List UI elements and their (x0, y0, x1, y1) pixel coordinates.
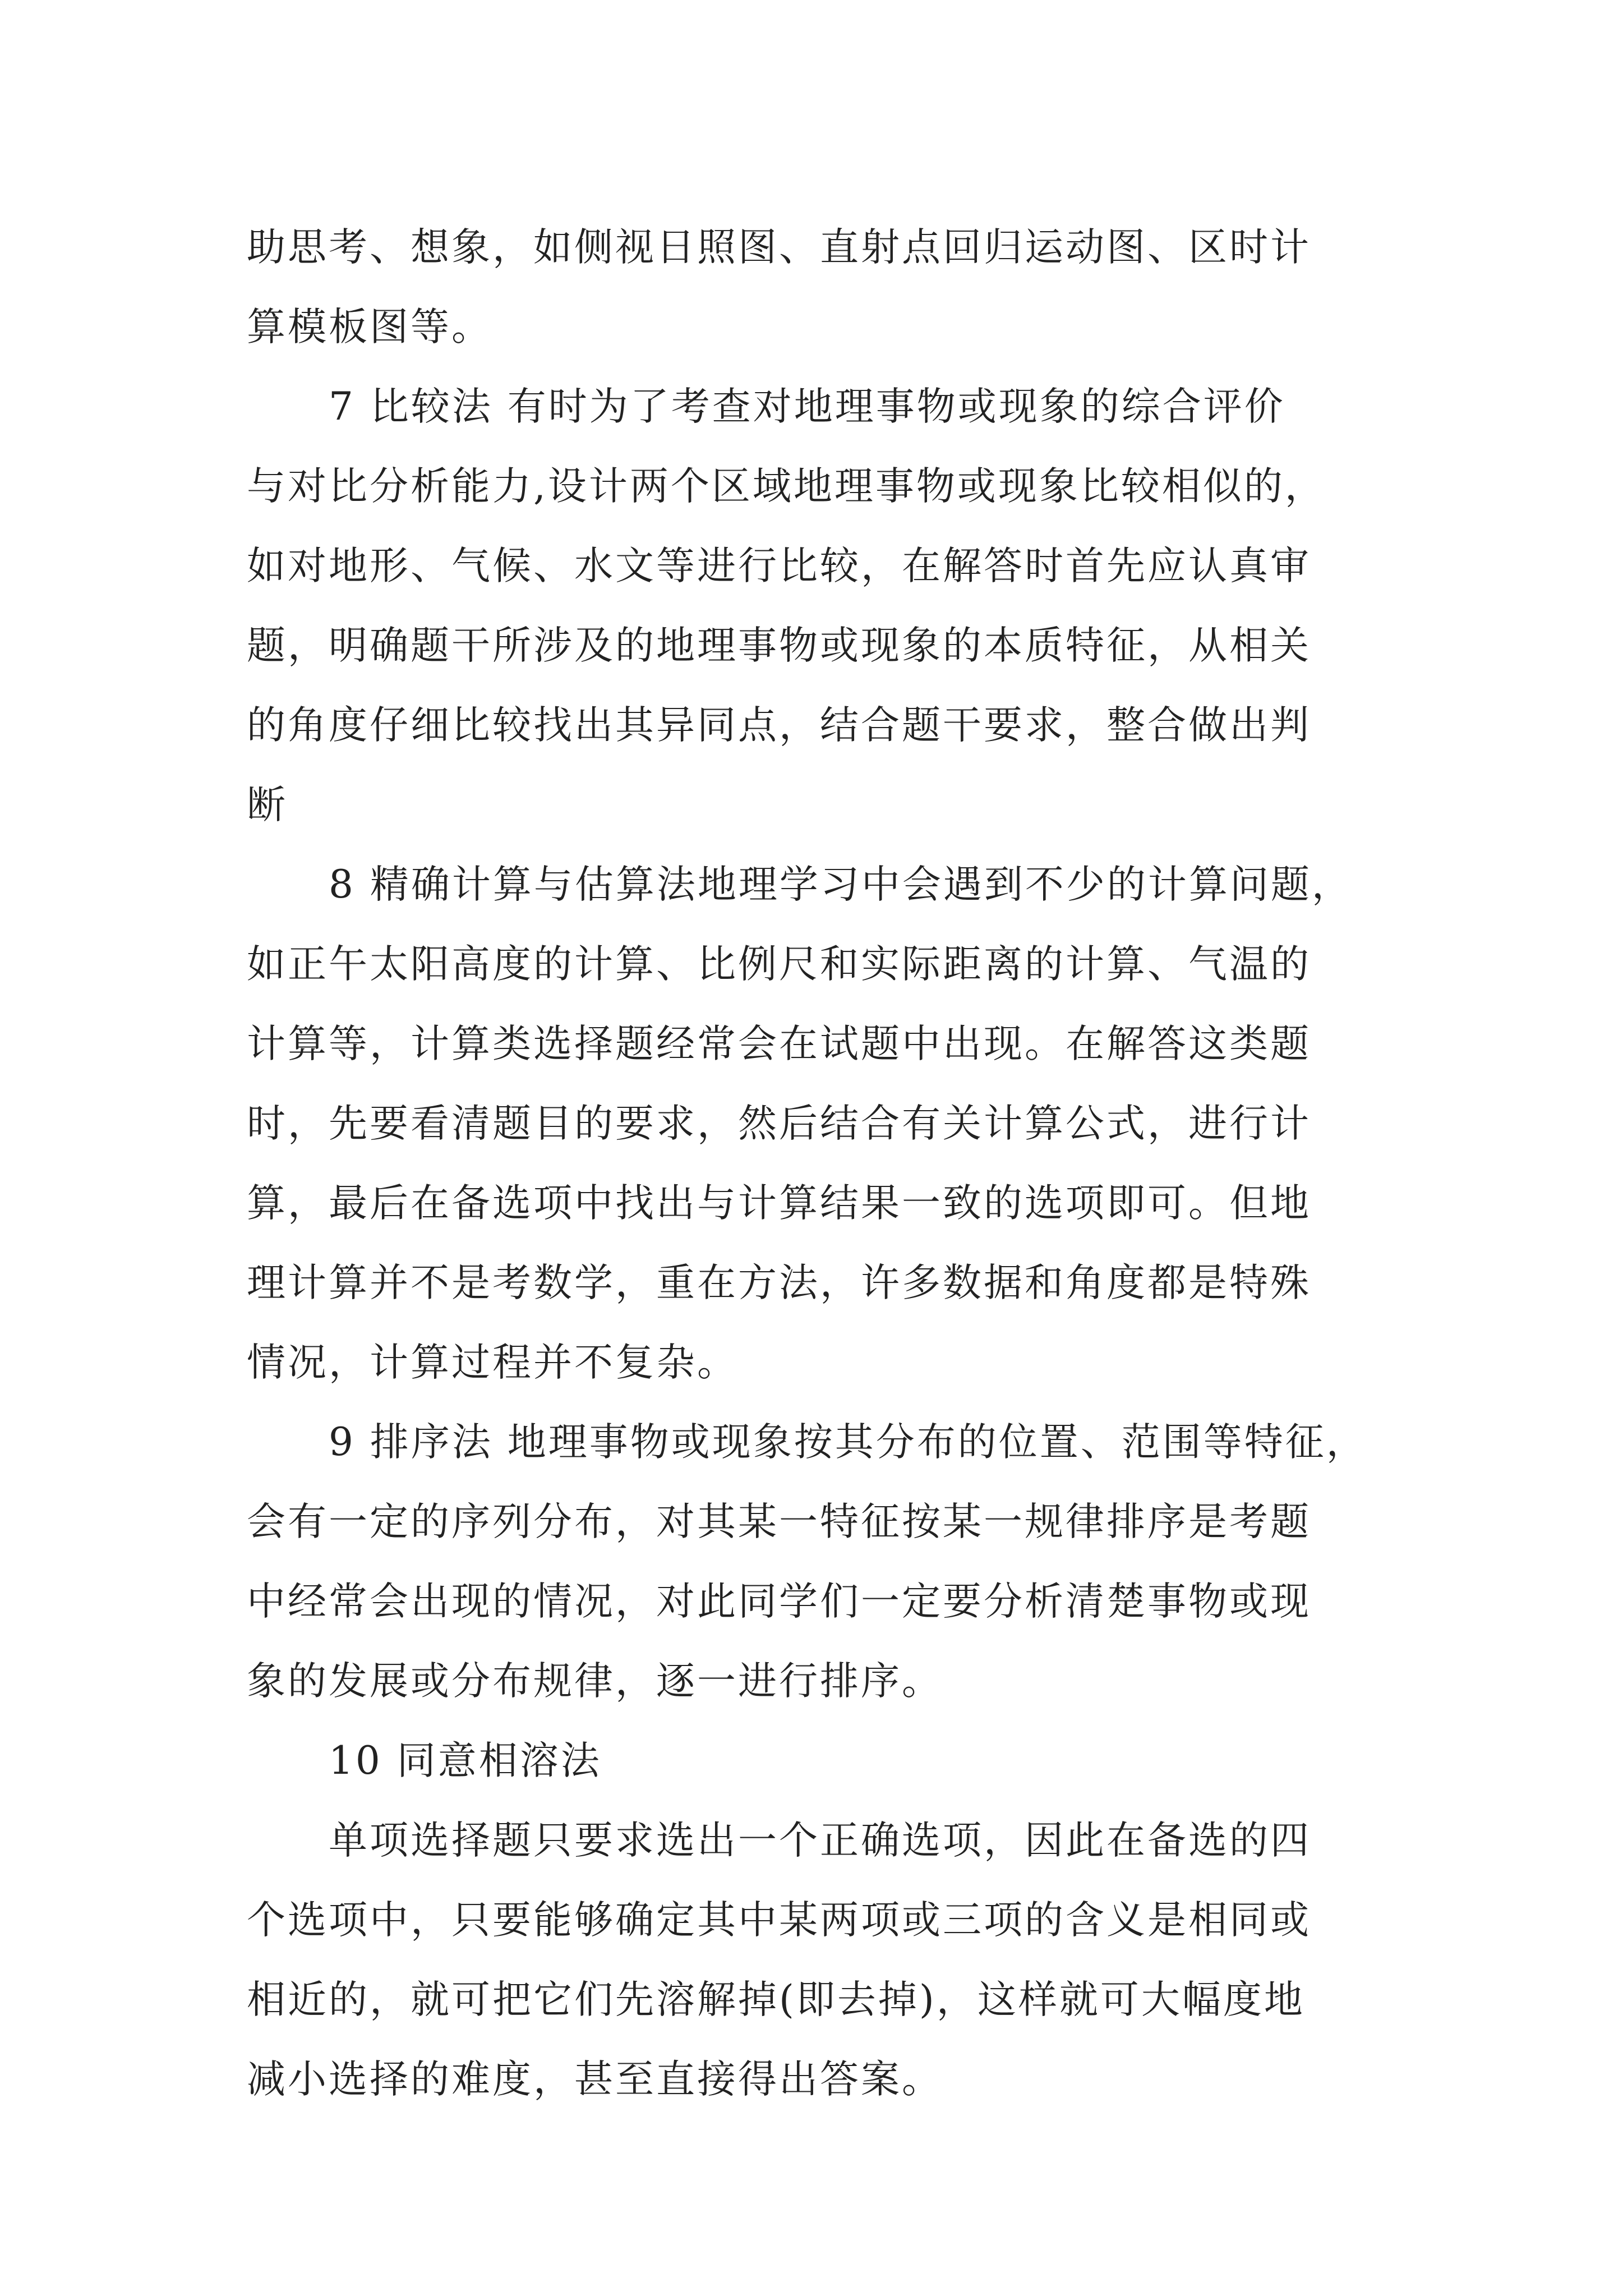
text-line: 与对比分析能力,设计两个区域地理事物或现象比较相似的， (247, 464, 1326, 509)
section-heading: 10 同意相溶法 (329, 1738, 602, 1783)
text-line: 助思考、想象，如侧视日照图、直射点回归运动图、区时计 (247, 225, 1311, 270)
text-line: 断 (247, 783, 288, 827)
text-line: 象的发展或分布规律，逐一进行排序。 (247, 1659, 943, 1704)
text-line: 9 排序法 地理事物或现象按其分布的位置、范围等特征， (329, 1420, 1367, 1465)
text-line: 题，明确题干所涉及的地理事物或现象的本质特征，从相关 (247, 623, 1311, 668)
text-line: 计算等，计算类选择题经常会在试题中出现。在解答这类题 (247, 1022, 1311, 1066)
text-line: 8 精确计算与估算法地理学习中会遇到不少的计算问题， (329, 862, 1353, 907)
text-line: 如对地形、气候、水文等进行比较，在解答时首先应认真审 (247, 544, 1311, 588)
text-line: 7 比较法 有时为了考查对地理事物或现象的综合评价 (329, 384, 1285, 429)
text-line: 中经常会出现的情况，对此同学们一定要分析清楚事物或现 (247, 1579, 1311, 1624)
text-line: 相近的，就可把它们先溶解掉(即去掉)，这样就可大幅度地 (247, 1977, 1305, 2022)
text-line: 时，先要看清题目的要求，然后结合有关计算公式，进行计 (247, 1101, 1311, 1146)
text-line: 算，最后在备选项中找出与计算结果一致的选项即可。但地 (247, 1181, 1311, 1226)
document-body (247, 208, 1385, 2119)
text-line: 的角度仔细比较找出其异同点，结合题干要求，整合做出判 (247, 703, 1311, 748)
text-line: 单项选择题只要求选出一个正确选项，因此在备选的四 (329, 1818, 1311, 1863)
text-line: 理计算并不是考数学，重在方法，许多数据和角度都是特殊 (247, 1260, 1311, 1305)
text-line: 如正午太阳高度的计算、比例尺和实际距离的计算、气温的 (247, 942, 1311, 987)
text-line: 会有一定的序列分布，对其某一特征按某一规律排序是考题 (247, 1499, 1311, 1544)
text-line: 算模板图等。 (247, 305, 492, 349)
text-line: 减小选择的难度，甚至直接得出答案。 (247, 2057, 943, 2102)
text-line: 个选项中，只要能够确定其中某两项或三项的含义是相同或 (247, 1898, 1311, 1943)
text-line: 情况，计算过程并不复杂。 (247, 1340, 738, 1385)
